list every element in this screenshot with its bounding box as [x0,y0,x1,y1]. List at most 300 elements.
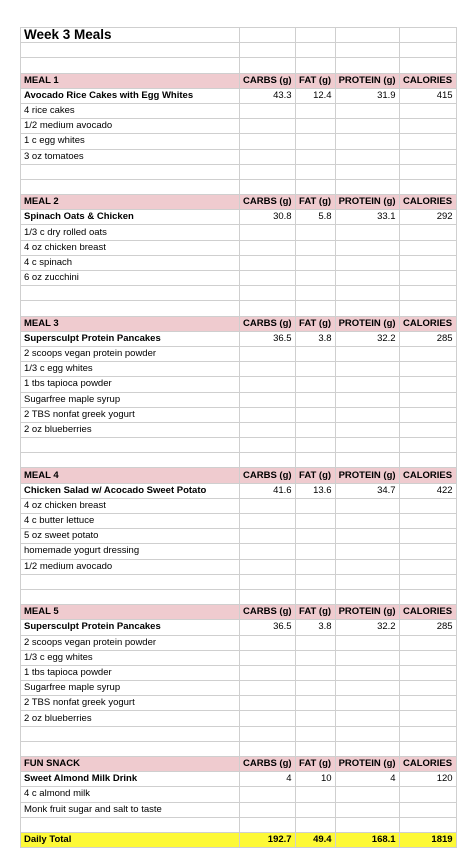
ingredient[interactable]: 1 c egg whites [21,134,240,149]
empty-cell[interactable] [335,650,399,665]
empty-cell[interactable] [295,28,335,43]
empty-cell[interactable] [335,711,399,726]
nutrient-value[interactable]: 36.5 [240,620,296,635]
spacer-row [21,179,457,194]
empty-cell[interactable] [335,817,399,832]
ingredient[interactable]: 1 tbs tapioca powder [21,665,240,680]
ingredient[interactable]: 4 c butter lettuce [21,514,240,529]
empty-cell[interactable] [335,255,399,270]
empty-cell[interactable] [295,43,335,58]
empty-cell[interactable] [399,43,456,58]
empty-cell[interactable] [399,787,456,802]
empty-cell[interactable] [335,301,399,316]
empty-cell[interactable] [335,407,399,422]
empty-cell[interactable] [295,149,335,164]
ingredient[interactable]: 4 c spinach [21,255,240,270]
empty-cell[interactable] [240,240,296,255]
column-header[interactable]: PROTEIN (g) [335,195,399,210]
nutrient-value[interactable]: 43.3 [240,88,296,103]
empty-cell[interactable] [240,589,296,604]
empty-cell[interactable] [335,741,399,756]
empty-cell[interactable] [295,711,335,726]
empty-cell[interactable] [295,255,335,270]
nutrient-value[interactable]: 36.5 [240,331,296,346]
nutrient-value[interactable]: 5.8 [295,210,335,225]
empty-cell[interactable] [21,286,240,301]
empty-cell[interactable] [240,696,296,711]
empty-cell[interactable] [240,103,296,118]
empty-cell[interactable] [240,635,296,650]
meal-label[interactable]: MEAL 4 [21,468,240,483]
nutrient-value[interactable]: 12.4 [295,88,335,103]
empty-cell[interactable] [240,58,296,73]
ingredient[interactable]: 1/3 c egg whites [21,362,240,377]
ingredient[interactable]: Monk fruit sugar and salt to taste [21,802,240,817]
empty-cell[interactable] [295,286,335,301]
empty-cell[interactable] [21,817,240,832]
empty-cell[interactable] [21,574,240,589]
dish-row [21,620,457,635]
ingredient[interactable]: 1/3 c dry rolled oats [21,225,240,240]
ingredient-row [21,346,457,361]
empty-cell[interactable] [399,58,456,73]
column-header[interactable]: FAT (g) [295,605,335,620]
ingredient[interactable]: 5 oz sweet potato [21,529,240,544]
empty-cell[interactable] [295,438,335,453]
empty-cell[interactable] [335,271,399,286]
ingredient[interactable]: 4 oz chicken breast [21,240,240,255]
empty-cell[interactable] [21,43,240,58]
ingredient-row [21,271,457,286]
column-header[interactable]: CALORIES [399,468,456,483]
ingredient[interactable]: 3 oz tomatoes [21,149,240,164]
empty-cell[interactable] [295,544,335,559]
empty-cell[interactable] [399,574,456,589]
dish-name[interactable]: Supersculpt Protein Pancakes [21,331,240,346]
ingredient[interactable]: 1/3 c egg whites [21,650,240,665]
empty-cell[interactable] [295,635,335,650]
empty-cell[interactable] [399,514,456,529]
nutrient-value[interactable]: 4 [335,772,399,787]
empty-cell[interactable] [295,179,335,194]
empty-cell[interactable] [240,741,296,756]
empty-cell[interactable] [240,711,296,726]
empty-cell[interactable] [240,665,296,680]
empty-cell[interactable] [295,589,335,604]
empty-cell[interactable] [295,407,335,422]
dish-name[interactable]: Sweet Almond Milk Drink [21,772,240,787]
empty-cell[interactable] [399,635,456,650]
empty-cell[interactable] [21,164,240,179]
empty-cell[interactable] [295,119,335,134]
ingredient[interactable]: Sugarfree maple syrup [21,392,240,407]
meal-header-row [21,195,457,210]
empty-cell[interactable] [335,103,399,118]
ingredient[interactable]: Sugarfree maple syrup [21,681,240,696]
empty-cell[interactable] [240,225,296,240]
empty-cell[interactable] [335,377,399,392]
empty-cell[interactable] [399,392,456,407]
empty-cell[interactable] [240,817,296,832]
ingredient[interactable]: homemade yogurt dressing [21,544,240,559]
empty-cell[interactable] [335,544,399,559]
empty-cell[interactable] [335,119,399,134]
empty-cell[interactable] [399,134,456,149]
empty-cell[interactable] [399,377,456,392]
empty-cell[interactable] [295,529,335,544]
empty-cell[interactable] [335,559,399,574]
spacer-row [21,58,457,73]
nutrient-value[interactable]: 32.2 [335,620,399,635]
column-header[interactable]: FAT (g) [295,316,335,331]
ingredient-row [21,362,457,377]
empty-cell[interactable] [335,286,399,301]
empty-cell[interactable] [399,726,456,741]
total-value[interactable]: 49.4 [295,832,335,847]
column-header[interactable]: CALORIES [399,195,456,210]
empty-cell[interactable] [399,255,456,270]
empty-cell[interactable] [399,438,456,453]
nutrient-value[interactable]: 4 [240,772,296,787]
empty-cell[interactable] [240,286,296,301]
empty-cell[interactable] [399,164,456,179]
empty-cell[interactable] [335,574,399,589]
empty-cell[interactable] [399,346,456,361]
column-header[interactable]: PROTEIN (g) [335,757,399,772]
empty-cell[interactable] [240,362,296,377]
nutrient-value[interactable]: 32.2 [335,331,399,346]
empty-cell[interactable] [240,787,296,802]
total-label[interactable]: Daily Total [21,832,240,847]
spacer-row [21,301,457,316]
empty-cell[interactable] [295,696,335,711]
empty-cell[interactable] [335,696,399,711]
empty-cell[interactable] [21,179,240,194]
nutrient-value[interactable]: 415 [399,88,456,103]
empty-cell[interactable] [335,726,399,741]
nutrient-value[interactable]: 34.7 [335,483,399,498]
empty-cell[interactable] [335,681,399,696]
empty-cell[interactable] [295,422,335,437]
empty-cell[interactable] [399,422,456,437]
dish-name[interactable]: Avocado Rice Cakes with Egg Whites [21,88,240,103]
column-header[interactable]: CALORIES [399,605,456,620]
empty-cell[interactable] [335,635,399,650]
empty-cell[interactable] [295,58,335,73]
empty-cell[interactable] [399,28,456,43]
meal-label[interactable]: MEAL 5 [21,605,240,620]
empty-cell[interactable] [295,681,335,696]
empty-cell[interactable] [295,346,335,361]
empty-cell[interactable] [399,453,456,468]
empty-cell[interactable] [295,514,335,529]
empty-cell[interactable] [399,589,456,604]
ingredient[interactable]: 1/2 medium avocado [21,119,240,134]
empty-cell[interactable] [21,438,240,453]
empty-cell[interactable] [335,392,399,407]
blank-row [21,817,457,832]
empty-cell[interactable] [399,498,456,513]
empty-cell[interactable] [335,58,399,73]
empty-cell[interactable] [240,392,296,407]
nutrient-value[interactable]: 285 [399,331,456,346]
empty-cell[interactable] [335,134,399,149]
empty-cell[interactable] [335,529,399,544]
column-header[interactable]: CALORIES [399,757,456,772]
empty-cell[interactable] [295,665,335,680]
ingredient[interactable]: 2 scoops vegan protein powder [21,346,240,361]
empty-cell[interactable] [399,103,456,118]
empty-cell[interactable] [399,407,456,422]
column-header[interactable]: CALORIES [399,316,456,331]
empty-cell[interactable] [240,43,296,58]
ingredient-row [21,681,457,696]
column-header[interactable]: CALORIES [399,73,456,88]
empty-cell[interactable] [240,544,296,559]
empty-cell[interactable] [240,529,296,544]
total-value[interactable]: 168.1 [335,832,399,847]
empty-cell[interactable] [399,741,456,756]
empty-cell[interactable] [295,392,335,407]
nutrient-value[interactable]: 3.8 [295,620,335,635]
nutrient-value[interactable]: 41.6 [240,483,296,498]
empty-cell[interactable] [295,817,335,832]
ingredient[interactable]: 4 rice cakes [21,103,240,118]
empty-cell[interactable] [240,422,296,437]
blank-row [21,438,457,453]
empty-cell[interactable] [399,286,456,301]
ingredient[interactable]: 2 TBS nonfat greek yogurt [21,696,240,711]
empty-cell[interactable] [335,43,399,58]
empty-cell[interactable] [240,346,296,361]
blank-row [21,726,457,741]
empty-cell[interactable] [240,255,296,270]
empty-cell[interactable] [240,134,296,149]
empty-cell[interactable] [21,589,240,604]
empty-cell[interactable] [399,529,456,544]
empty-cell[interactable] [240,559,296,574]
ingredient[interactable]: 6 oz zucchini [21,271,240,286]
nutrient-value[interactable]: 30.8 [240,210,296,225]
total-value[interactable]: 1819 [399,832,456,847]
empty-cell[interactable] [240,514,296,529]
empty-cell[interactable] [240,650,296,665]
empty-cell[interactable] [295,498,335,513]
sheet-title[interactable]: Week 3 Meals [21,28,240,43]
nutrient-value[interactable]: 10 [295,772,335,787]
empty-cell[interactable] [335,28,399,43]
sheet-body [21,28,457,848]
daily-total-row [21,832,457,847]
column-header[interactable]: PROTEIN (g) [335,73,399,88]
ingredient[interactable]: 1 tbs tapioca powder [21,377,240,392]
empty-cell[interactable] [21,453,240,468]
empty-cell[interactable] [399,271,456,286]
empty-cell[interactable] [240,28,296,43]
empty-cell[interactable] [240,301,296,316]
empty-cell[interactable] [240,271,296,286]
empty-cell[interactable] [295,559,335,574]
empty-cell[interactable] [240,377,296,392]
nutrient-value[interactable]: 33.1 [335,210,399,225]
dish-name[interactable]: Spinach Oats & Chicken [21,210,240,225]
column-header[interactable]: CARBS (g) [240,316,296,331]
empty-cell[interactable] [335,498,399,513]
nutrient-value[interactable]: 31.9 [335,88,399,103]
ingredient[interactable]: 2 oz blueberries [21,422,240,437]
meal-label[interactable]: MEAL 2 [21,195,240,210]
empty-cell[interactable] [399,650,456,665]
empty-cell[interactable] [399,362,456,377]
blank-row [21,574,457,589]
empty-cell[interactable] [21,741,240,756]
empty-cell[interactable] [399,696,456,711]
empty-cell[interactable] [335,225,399,240]
empty-cell[interactable] [295,362,335,377]
empty-cell[interactable] [399,301,456,316]
nutrient-value[interactable]: 292 [399,210,456,225]
column-header[interactable]: PROTEIN (g) [335,316,399,331]
empty-cell[interactable] [295,134,335,149]
empty-cell[interactable] [295,377,335,392]
empty-cell[interactable] [295,103,335,118]
empty-cell[interactable] [399,119,456,134]
nutrient-value[interactable]: 120 [399,772,456,787]
column-header[interactable]: CARBS (g) [240,468,296,483]
empty-cell[interactable] [335,164,399,179]
column-header[interactable]: PROTEIN (g) [335,605,399,620]
empty-cell[interactable] [399,817,456,832]
empty-cell[interactable] [399,665,456,680]
empty-cell[interactable] [399,559,456,574]
ingredient[interactable]: 2 scoops vegan protein powder [21,635,240,650]
empty-cell[interactable] [295,574,335,589]
column-header[interactable]: FAT (g) [295,73,335,88]
empty-cell[interactable] [295,741,335,756]
column-header[interactable]: FAT (g) [295,195,335,210]
dish-name[interactable]: Chicken Salad w/ Acocado Sweet Potato [21,483,240,498]
ingredient[interactable]: 4 oz chicken breast [21,498,240,513]
column-header[interactable]: PROTEIN (g) [335,468,399,483]
empty-cell[interactable] [240,149,296,164]
empty-cell[interactable] [335,240,399,255]
empty-cell[interactable] [240,802,296,817]
column-header[interactable]: CARBS (g) [240,757,296,772]
empty-cell[interactable] [240,726,296,741]
ingredient-row [21,407,457,422]
empty-cell[interactable] [240,498,296,513]
empty-cell[interactable] [240,574,296,589]
empty-cell[interactable] [295,802,335,817]
meal-label[interactable]: MEAL 1 [21,73,240,88]
empty-cell[interactable] [240,681,296,696]
empty-cell[interactable] [335,665,399,680]
column-header[interactable]: FAT (g) [295,757,335,772]
empty-cell[interactable] [21,726,240,741]
ingredient-row [21,544,457,559]
column-header[interactable]: CARBS (g) [240,195,296,210]
empty-cell[interactable] [240,164,296,179]
empty-cell[interactable] [335,453,399,468]
ingredient-row [21,665,457,680]
empty-cell[interactable] [295,787,335,802]
empty-cell[interactable] [335,422,399,437]
empty-cell[interactable] [295,301,335,316]
empty-cell[interactable] [240,438,296,453]
column-header[interactable]: CARBS (g) [240,605,296,620]
dish-row [21,88,457,103]
nutrient-value[interactable]: 422 [399,483,456,498]
ingredient-row [21,559,457,574]
empty-cell[interactable] [335,589,399,604]
blank-row [21,286,457,301]
ingredient-row [21,149,457,164]
ingredient[interactable]: 1/2 medium avocado [21,559,240,574]
ingredient-row [21,514,457,529]
empty-cell[interactable] [335,514,399,529]
empty-cell[interactable] [399,179,456,194]
empty-cell[interactable] [335,438,399,453]
empty-cell[interactable] [240,179,296,194]
empty-cell[interactable] [399,802,456,817]
empty-cell[interactable] [399,681,456,696]
empty-cell[interactable] [335,362,399,377]
empty-cell[interactable] [295,650,335,665]
empty-cell[interactable] [295,225,335,240]
ingredient[interactable]: 2 TBS nonfat greek yogurt [21,407,240,422]
empty-cell[interactable] [240,407,296,422]
empty-cell[interactable] [399,225,456,240]
empty-cell[interactable] [335,149,399,164]
dish-row [21,210,457,225]
ingredient[interactable]: 2 oz blueberries [21,711,240,726]
empty-cell[interactable] [335,179,399,194]
empty-cell[interactable] [399,240,456,255]
column-header[interactable]: FAT (g) [295,468,335,483]
empty-cell[interactable] [295,164,335,179]
empty-cell[interactable] [399,149,456,164]
empty-cell[interactable] [335,346,399,361]
empty-cell[interactable] [399,711,456,726]
empty-cell[interactable] [295,271,335,286]
empty-cell[interactable] [240,119,296,134]
ingredient-row [21,392,457,407]
empty-cell[interactable] [21,58,240,73]
nutrient-value[interactable]: 13.6 [295,483,335,498]
empty-cell[interactable] [335,787,399,802]
empty-cell[interactable] [295,240,335,255]
nutrient-value[interactable]: 285 [399,620,456,635]
total-value[interactable]: 192.7 [240,832,296,847]
nutrient-value[interactable]: 3.8 [295,331,335,346]
meal-label[interactable]: MEAL 3 [21,316,240,331]
dish-name[interactable]: Supersculpt Protein Pancakes [21,620,240,635]
empty-cell[interactable] [240,453,296,468]
column-header[interactable]: CARBS (g) [240,73,296,88]
meal-header-row [21,73,457,88]
title-row [21,28,457,43]
spacer-row [21,741,457,756]
empty-cell[interactable] [295,726,335,741]
empty-cell[interactable] [399,544,456,559]
meal-label[interactable]: FUN SNACK [21,757,240,772]
empty-cell[interactable] [295,453,335,468]
ingredient-row [21,696,457,711]
empty-cell[interactable] [21,301,240,316]
ingredient[interactable]: 4 c almond milk [21,787,240,802]
dish-row [21,483,457,498]
empty-cell[interactable] [335,802,399,817]
